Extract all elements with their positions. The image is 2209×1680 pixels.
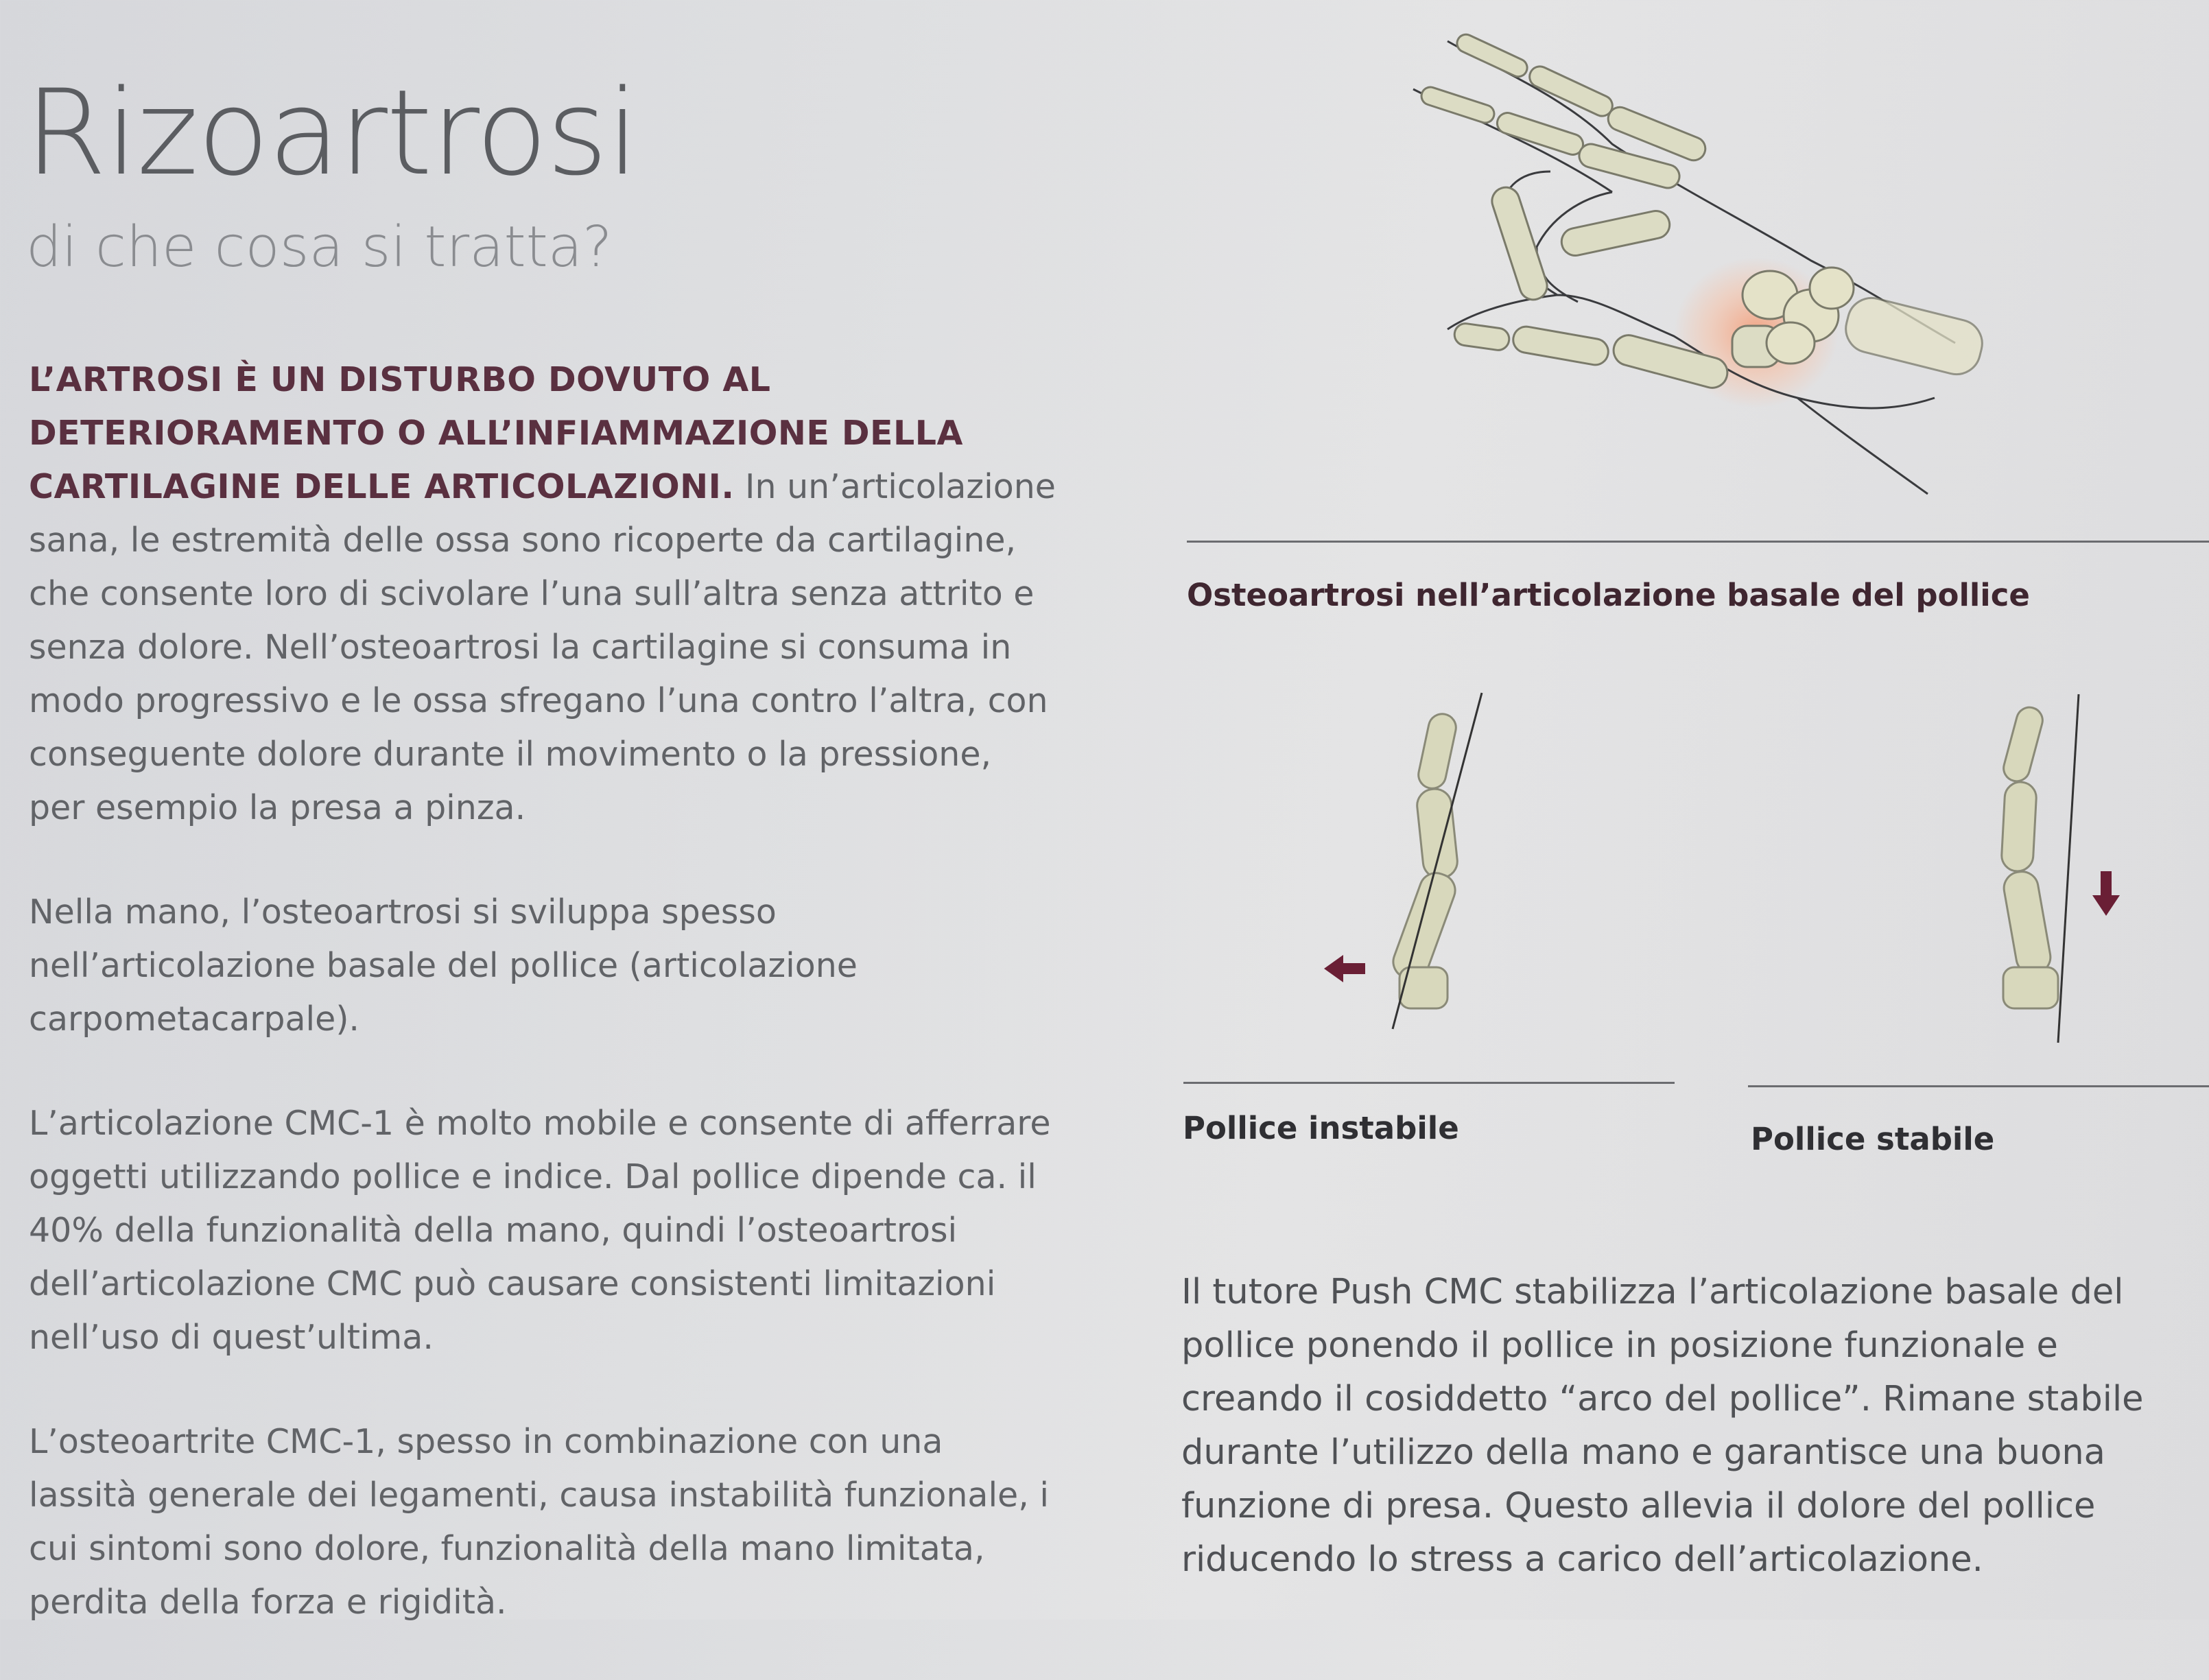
index-finger-bones: [1419, 32, 1709, 303]
intro-lead: L’ARTROSI È UN DISTURBO DOVUTO AL DETERIORAMENTO O ALL’INFIAMMAZIONE DELLA CARTILAGINE DELLE ARTICOLAZIONI.: [29, 360, 963, 506]
unstable-thumb-bones: [1389, 711, 1460, 1008]
figure-top-rule: [1187, 541, 2209, 543]
figure-column: [1166, 0, 2209, 1620]
figure-caption: Osteoartrosi nell’articolazione basale del pollice: [1187, 577, 2030, 613]
stable-label-rule: [1748, 1085, 2209, 1087]
paragraph-cmc-location: Nella mano, l’osteoartrosi si sviluppa spesso nell’articolazione basale del pollice (articolazione carpometacarpale).: [29, 892, 858, 1039]
paragraph-cmc-mobility: L’articolazione CMC-1 è molto mobile e consente di afferrare oggetti utilizzando pollice e indice. Dal pollice dipende ca. il 40% della funzionalità della mano, quindi l’osteoartrosi dell’articolazione CMC può causare consistenti limitazioni nell’uso di quest’ultima.: [29, 1104, 1051, 1357]
hand-skeleton-illustration: [1386, 14, 2003, 508]
brace-description: Il tutore Push CMC stabilizza l’articolazione basale del pollice ponendo il pollice in posizione funzionale e creando il cosiddetto “arco del pollice”. Rimane stabile durante l’utilizzo della mano e garantisce una buona funzione di presa. Questo allevia il dolore del pollice riducendo lo stress a carico dell’articolazione.: [1181, 1272, 2144, 1580]
paragraph-cmc-instability: L’osteoartrite CMC-1, spesso in combinazione con una lassità generale dei legamenti, causa instabilità funzionale, i cui sintomi sono dolore, funzionalità della mano limitata, perdita della forza e rigidità.: [29, 1422, 1049, 1622]
intro-text: In un’articolazione sana, le estremità delle ossa sono ricoperte da cartilagine, che consente loro di scivolare l’una sull’altra senza attrito e senza dolore. Nell’osteoartrosi la cartilagine si consuma in modo progressivo e le ossa sfregano l’una contro l’altra, con conseguente dolore durante il movimento o la pressione, per esempio la presa a pinza.: [29, 467, 1056, 827]
unstable-thumb-diagram: [1310, 686, 1516, 1043]
stable-thumb-diagram: [1921, 686, 2127, 1043]
page-title: Rizoartrosi: [25, 64, 638, 202]
page-subtitle: di che cosa si tratta?: [26, 215, 613, 280]
stable-thumb-bones: [2000, 705, 2058, 1008]
arrow-down-icon: [2092, 871, 2120, 916]
body-text-column: [29, 353, 1058, 1680]
hand-outline: [1413, 41, 1955, 494]
unstable-label-rule: [1183, 1082, 1675, 1084]
stable-axis-line: [2058, 694, 2079, 1043]
intro-paragraph: [29, 353, 1058, 835]
arrow-left-icon: [1324, 955, 1365, 982]
unstable-thumb-label: Pollice instabile: [1183, 1110, 1459, 1146]
stable-thumb-label: Pollice stabile: [1751, 1121, 1995, 1157]
